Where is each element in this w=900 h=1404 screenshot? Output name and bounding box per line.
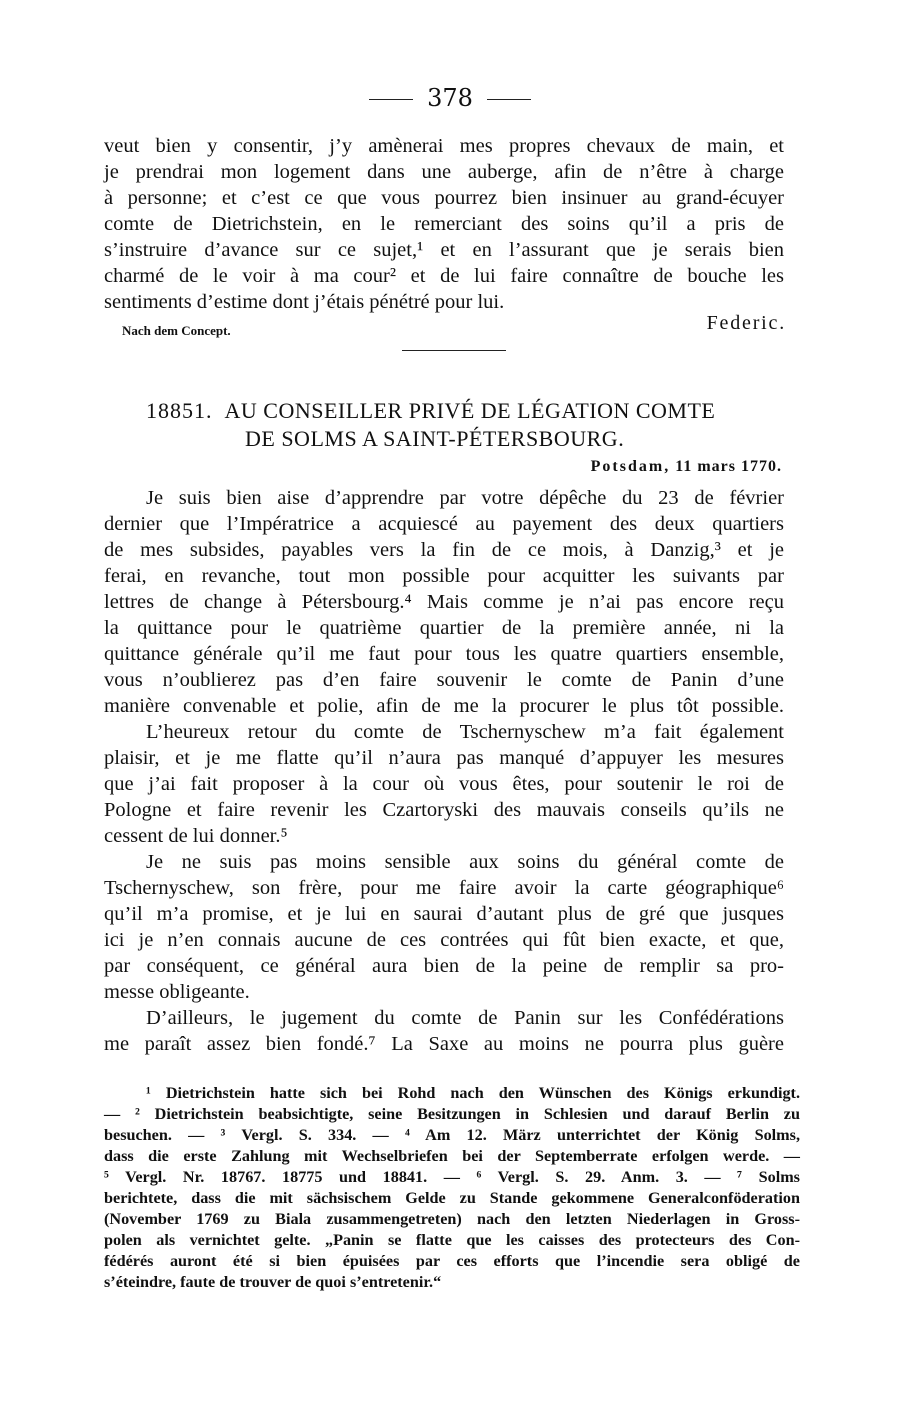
source-note: Nach dem Concept.: [122, 323, 231, 338]
document-heading: [146, 398, 715, 424]
footnote-line: s’éteindre, faute de trouver de quoi s’entretenir.“: [104, 1273, 442, 1291]
signature: Federic.: [706, 312, 786, 334]
date-value: 11 mars 1770.: [675, 458, 782, 475]
text-line: quittance générale qu’il me faut pour tous les quatre quartiers ensemble,: [104, 643, 784, 665]
text-line: lettres de change à Pétersbourg.⁴ Mais comme je n’ai pas encore reçu: [104, 591, 784, 613]
document-number: 18851.: [146, 398, 213, 423]
footnote-line: besuchen. — ³ Vergl. S. 334. — ⁴ Am 12. März unterrichtet der König Solms,: [104, 1126, 800, 1144]
footnote-line: berichtete, dass die mit sächsischem Gelde zu Stande gekommene Generalconföderation: [104, 1189, 800, 1207]
header-dash-right: [487, 99, 531, 100]
footnote-line: dass die erste Zahlung mit Wechselbriefen bei der Septemberrate erfolgen werde. —: [104, 1147, 800, 1165]
text-line: par conséquent, ce général aura bien de la peine de remplir sa pro-: [104, 955, 784, 977]
page-header: [0, 84, 900, 112]
text-line: que j’ai fait proposer à la cour où vous êtes, pour soutenir le roi de: [104, 773, 784, 795]
footnote-line: polen als vernichtet gelte. „Panin se flatte que les caisses des protecteurs des Con-: [104, 1231, 800, 1249]
text-line: me paraît assez bien fondé.⁷ La Saxe au moins ne pourra plus guère: [104, 1033, 784, 1055]
text-line: cessent de lui donner.⁵: [104, 825, 288, 847]
text-line: Je ne suis pas moins sensible aux soins du général comte de: [146, 851, 784, 873]
footnote-line: fédérés auront été si bien épuisées par ces efforts que l’incendie sera obligé de: [104, 1252, 800, 1270]
document-title-line2: DE SOLMS A SAINT-PÉTERSBOURG.: [245, 426, 625, 451]
text-line: dernier que l’Impératrice a acquiescé au payement des deux quartiers: [104, 513, 784, 535]
text-line: manière convenable et polie, afin de me la procurer le plus tôt possible.: [104, 695, 784, 717]
footnote-line: ⁵ Vergl. Nr. 18767. 18775 und 18841. — ⁶ Vergl. S. 29. Anm. 3. — ⁷ Solms: [104, 1168, 800, 1186]
text-line: ici je n’en connais aucune de ces contrées qui fût bien exacte, et que,: [104, 929, 784, 951]
text-line: Pologne et faire revenir les Czartoryski des mauvais conseils qu’ils ne: [104, 799, 784, 821]
text-line: qu’il m’a promise, et je lui en saurai d’autant plus de gré que jusques: [104, 903, 784, 925]
text-line: Je suis bien aise d’apprendre par votre dépêche du 23 de février: [146, 487, 784, 509]
text-line: Tschernyschew, son frère, pour me faire avoir la carte géographique⁶: [104, 877, 784, 899]
footnote-line: — ² Dietrichstein beabsichtigte, seine Besitzungen in Schlesien und darauf Berlin zu: [104, 1105, 800, 1123]
text-line: D’ailleurs, le jugement du comte de Panin sur les Confédérations: [146, 1007, 784, 1029]
document-title-line1: AU CONSEILLER PRIVÉ DE LÉGATION COMTE: [224, 398, 716, 423]
text-line: sentiments d’estime dont j’étais pénétré pour lui.: [104, 291, 505, 313]
text-line: vous n’oublierez pas d’en faire souvenir le comte de Panin d’une: [104, 669, 784, 691]
text-line: je prendrai mon logement dans une auberge, afin de n’être à charge: [104, 161, 784, 183]
text-line: comte de Dietrichstein, en le remerciant des soins qu’il a pris de: [104, 213, 784, 235]
text-line: charmé de le voir à ma cour² et de lui faire connaître de bouche les: [104, 265, 784, 287]
page-number: 378: [427, 84, 473, 112]
section-separator: [402, 350, 506, 351]
text-line: ferai, en revanche, tout mon possible pour acquitter les suivants par: [104, 565, 784, 587]
text-line: de mes subsides, payables vers la fin de ce mois, à Danzig,³ et je: [104, 539, 784, 561]
date-place: Potsdam,: [590, 458, 671, 475]
footnote-line: ¹ Dietrichstein hatte sich bei Rohd nach den Wünschen des Königs erkundigt.: [146, 1084, 800, 1102]
footnote-line: (November 1769 zu Biala zusammengetreten) nach den letzten Niederlagen in Gross-: [104, 1210, 800, 1228]
text-line: à personne; et c’est ce que vous pourrez bien insinuer au grand-écuyer: [104, 187, 784, 209]
text-line: plaisir, et je me flatte qu’il n’aura pas manqué d’appuyer les mesures: [104, 747, 784, 769]
text-line: s’instruire d’avance sur ce sujet,¹ et en l’assurant que je serais bien: [104, 239, 784, 261]
text-line: la quittance pour le quatrième quartier de la première année, ni la: [104, 617, 784, 639]
header-dash-left: [369, 99, 413, 100]
text-line: messe obligeante.: [104, 981, 250, 1003]
text-line: veut bien y consentir, j’y amènerai mes propres chevaux de main, et: [104, 135, 784, 157]
text-line: L’heureux retour du comte de Tschernyschew m’a fait également: [146, 721, 784, 743]
dateline: [591, 458, 782, 476]
